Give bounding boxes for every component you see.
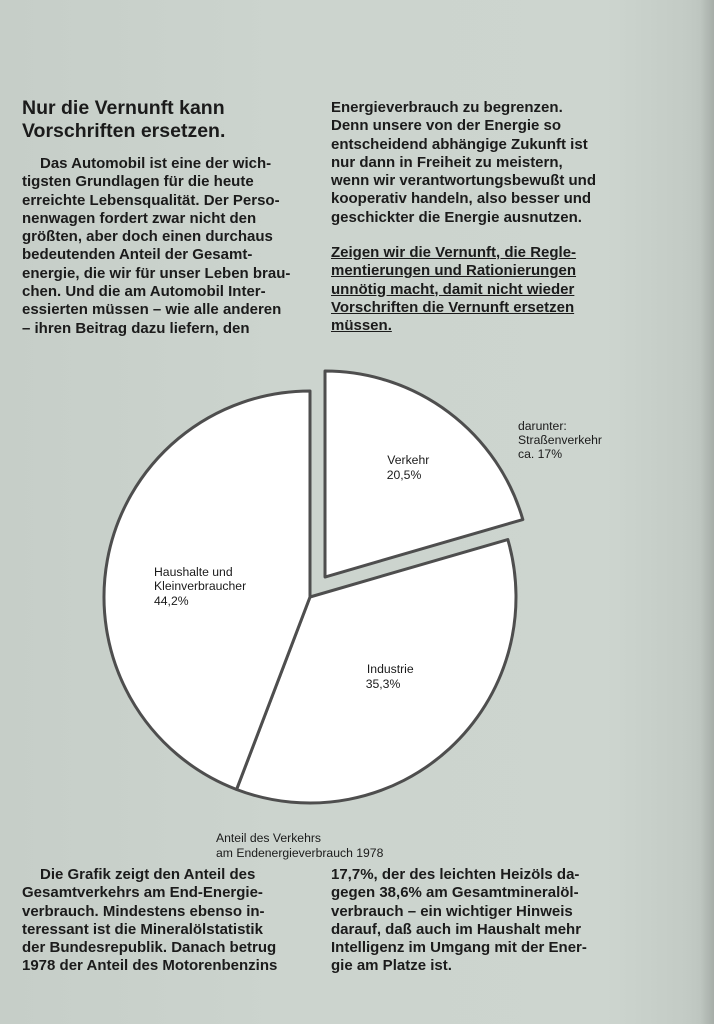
text-line: größten, aber doch einen durchaus [22,228,273,246]
slice-label-line: 20,5% [386,468,422,482]
text-line: 17,7%, der des leichten Heizöls da- [331,866,580,883]
annotation-line: darunter: [518,419,567,433]
text-line: entscheidend abhängige Zukunft ist [331,135,588,153]
text-line: nur dann in Freiheit zu meistern, [331,153,563,171]
annotation-line: ca. 17% [518,447,563,461]
text-line: kooperativ handeln, also besser und [331,190,592,208]
text-line: energie, die wir für unser Leben brau- [22,264,291,282]
caption-line: Anteil des Verkehrs [216,831,322,845]
text-line: essierten müssen – wie alle anderen [22,301,282,319]
text-line: mentierungen und Rationierungen [331,262,577,280]
outro-text-right [331,866,587,976]
text-line: gie am Platze ist. [331,957,452,975]
text-line: gegen 38,6% am Gesamtmineralöl- [331,884,579,902]
text-line: der Bundesrepublik. Danach betrug [22,939,277,957]
heading-line: Nur die Vernunft kann [22,97,225,119]
text-line: unnötig macht, damit nicht wieder [331,280,575,298]
slice-label-line: Verkehr [387,453,430,467]
text-line: darauf, daß auch im Haushalt mehr [331,920,582,938]
text-line: verbrauch. Mindestens ebenso in- [22,902,265,920]
chart-annotation-strassenverkehr [518,419,605,461]
text-line: 1978 der Anteil des Motorenbenzins [22,957,278,975]
slice-label-line: Industrie [366,662,414,676]
slice-label-line: 44,2% [154,594,189,608]
slice-label-line: 35,3% [365,677,401,691]
text-line: Die Grafik zeigt den Anteil des [40,866,256,883]
caption-line: am Endenergieverbrauch 1978 [216,846,384,860]
heading-line: Vorschriften ersetzen. [22,120,226,142]
text-line: teressant ist die Mineralölstatistik [22,920,263,938]
text-line: Zeigen wir die Vernunft, die Regle- [331,244,577,261]
slice-label-line: Kleinverbraucher [154,579,247,593]
text-line: verbrauch – ein wichtiger Hinweis [331,902,573,920]
text-line: wenn wir verantwortungsbewußt und [331,172,597,190]
text-line: geschickter die Energie ausnutzen. [331,208,582,226]
text-line: Das Automobil ist eine der wich- [40,155,272,172]
text-line: müssen. [331,317,392,335]
text-line: bedeutenden Anteil der Gesamt- [22,246,253,264]
text-line: Denn unsere von der Energie so [331,117,562,135]
text-line: Intelligenz im Umgang mit der Ener- [331,939,587,957]
text-line: erreichte Lebensqualität. Der Perso- [22,191,280,209]
annotation-line: Straßenverkehr [518,433,602,447]
text-line: chen. Und die am Automobil Inter- [22,283,266,301]
slice-label-line: Haushalte und [154,565,233,579]
text-line: nenwagen fordert zwar nicht den [22,209,257,227]
outro-text-left [22,866,277,976]
text-line: tigsten Grundlagen für die heute [22,173,254,191]
chart-caption [216,831,384,860]
text-line: Energieverbrauch zu begrenzen. [331,99,563,116]
text-line: Vorschriften die Vernunft ersetzen [331,298,575,316]
text-line: – ihren Beitrag dazu liefern, den [22,319,250,337]
text-line: Gesamtverkehrs am End-Energie- [22,884,263,902]
